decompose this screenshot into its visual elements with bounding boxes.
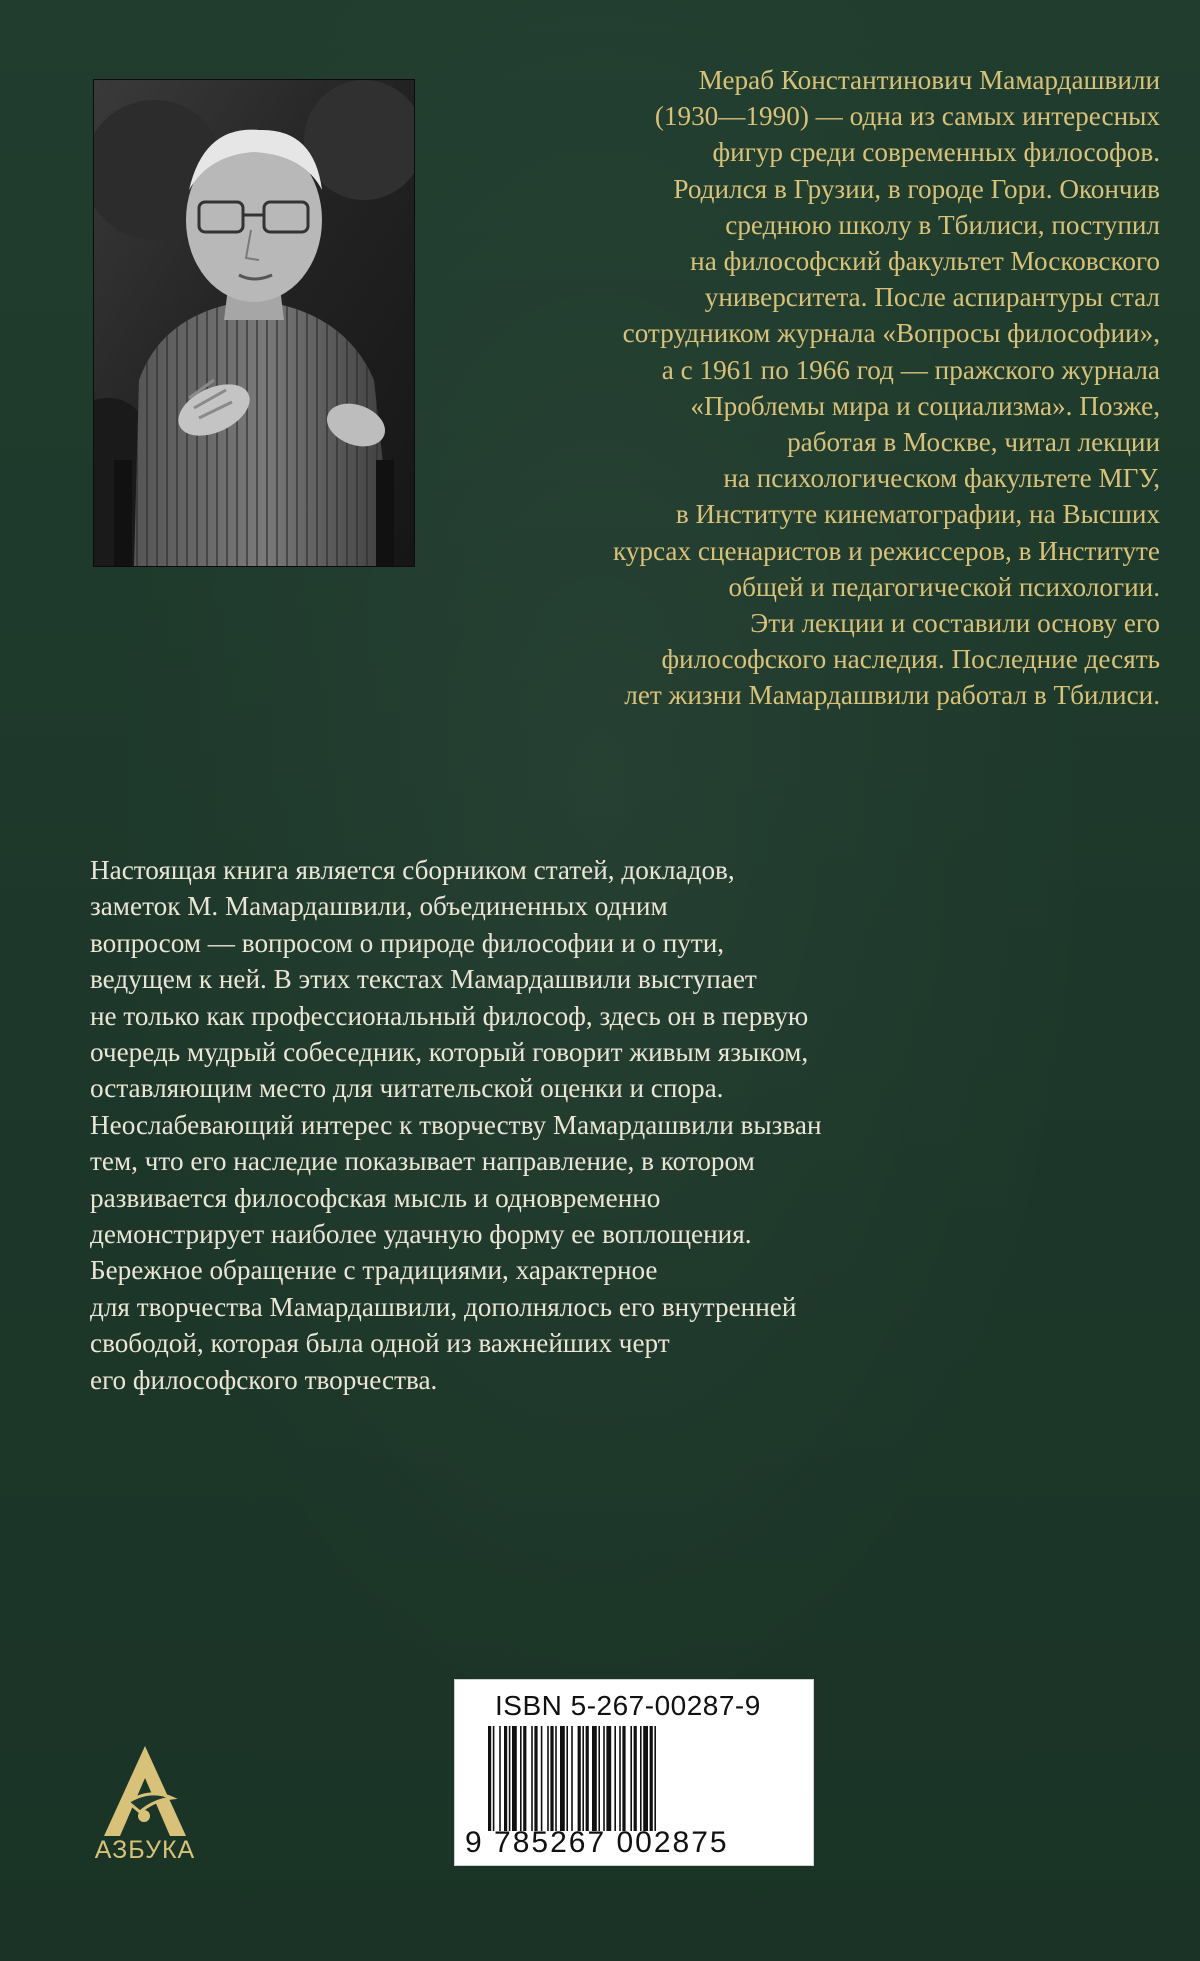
barcode-bar (592, 1726, 597, 1831)
barcode-bar (504, 1726, 507, 1831)
bio-line: Эти лекции и составили основу его (750, 608, 1160, 639)
description-line: свободой, которая была одной из важнейших черт (90, 1328, 670, 1359)
barcode-bar (488, 1726, 491, 1831)
barcode-bar (630, 1726, 632, 1831)
barcode-bar (634, 1726, 637, 1831)
barcode-bar (603, 1726, 605, 1831)
bio-line: сотрудником журнала «Вопросы философии», (622, 318, 1160, 349)
barcode-bar (582, 1726, 584, 1831)
description-line: Бережное обращение с традициями, характерное (90, 1255, 658, 1286)
barcode-bar (614, 1726, 616, 1831)
bio-line: общей и педагогической психологии. (728, 571, 1160, 602)
publisher-name: АЗБУКА (94, 1836, 196, 1864)
barcode-bar (547, 1726, 549, 1831)
barcode-bar (509, 1726, 511, 1831)
bio-line: на философский факультет Московского (690, 246, 1160, 277)
bio-line: Родился в Грузии, в городе Гори. Окончив (673, 173, 1160, 204)
description-line: развивается философская мысль и одновременно (90, 1182, 661, 1213)
barcode-bar (499, 1726, 501, 1831)
description-line: ведущем к ней. В этих текстах Мамардашвили выступает (90, 964, 757, 995)
barcode-bar (571, 1726, 573, 1831)
bio-line: Мераб Константинович Мамардашвили (698, 65, 1160, 95)
description-line: не только как профессиональный философ, здесь он в первую (90, 1000, 809, 1031)
description-line: заметок М. Мамардашвили, объединенных одним (90, 891, 668, 922)
barcode-bar (578, 1726, 581, 1831)
description-line: демонстрирует наиболее удачную форму ее воплощения. (90, 1219, 752, 1250)
description-line: Неослабевающий интерес к творчеству Мамардашвили вызван (90, 1109, 822, 1140)
barcode-bar (534, 1726, 537, 1831)
bio-line: на психологическом факультете МГУ, (723, 463, 1160, 494)
barcode-bar (622, 1726, 625, 1831)
author-photo (93, 79, 415, 567)
barcode-bar (531, 1726, 533, 1831)
barcode-bar (619, 1726, 621, 1831)
barcode-bar (598, 1726, 600, 1831)
barcode-bar (523, 1726, 526, 1831)
barcode-bar (654, 1726, 656, 1831)
barcode-bar (650, 1726, 653, 1831)
bio-line: «Проблемы мира и социализма». Позже, (690, 390, 1160, 421)
isbn-label: ISBN 5-267-00287-9 (495, 1690, 761, 1721)
bio-line: фигур среди современных философов. (712, 137, 1160, 168)
description-line: оставляющим место для читательской оценки и спора. (90, 1073, 724, 1104)
barcode-bar (512, 1726, 517, 1831)
barcode-bar (493, 1726, 495, 1831)
bio-line: работая в Москве, читал лекции (787, 427, 1160, 458)
barcode-bar (560, 1726, 565, 1831)
author-biography (440, 62, 1160, 714)
description-line: его философского творчества. (90, 1364, 438, 1395)
bio-line: курсах сценаристов и режиссеров, в Институте (612, 535, 1160, 566)
bio-line: (1930—1990) — одна из самых интересных (654, 101, 1160, 132)
author-portrait-image (94, 80, 414, 566)
barcode-bar (541, 1726, 543, 1831)
barcode-bar (606, 1726, 611, 1831)
isbn-barcode (455, 1680, 813, 1865)
barcode-bars (488, 1726, 788, 1831)
description-line: вопросом — вопросом о природе философии и о пути, (90, 927, 725, 958)
barcode-bar (640, 1726, 642, 1831)
description-line: для творчества Мамардашвили, дополнялось его внутренней (90, 1291, 797, 1322)
bio-line: в Институте кинематографии, на Высших (675, 499, 1160, 530)
barcode-bar (550, 1726, 553, 1831)
barcode-bar (520, 1726, 522, 1831)
bio-line: среднюю школу в Тбилиси, поступил (725, 209, 1160, 240)
bio-line: университета. После аспирантуры стал (704, 282, 1160, 313)
description-line: тем, что его наследие показывает направление, в котором (90, 1146, 755, 1177)
barcode-bar (586, 1726, 589, 1831)
barcode-bar (643, 1726, 648, 1831)
ean-digits: 9 785267 002875 (465, 1826, 729, 1859)
book-description (90, 852, 1130, 1398)
description-line: очередь мудрый собеседник, который говорит живым языком, (90, 1037, 809, 1068)
bio-line: лет жизни Мамардашвили работал в Тбилиси. (624, 680, 1160, 711)
bio-line: а с 1961 по 1966 год — пражского журнала (661, 354, 1160, 385)
description-line: Настоящая книга является сборником статей, докладов, (90, 855, 735, 885)
barcode-bar (555, 1726, 557, 1831)
barcode-bar (566, 1726, 568, 1831)
bio-line: философского наследия. Последние десять (661, 644, 1160, 675)
